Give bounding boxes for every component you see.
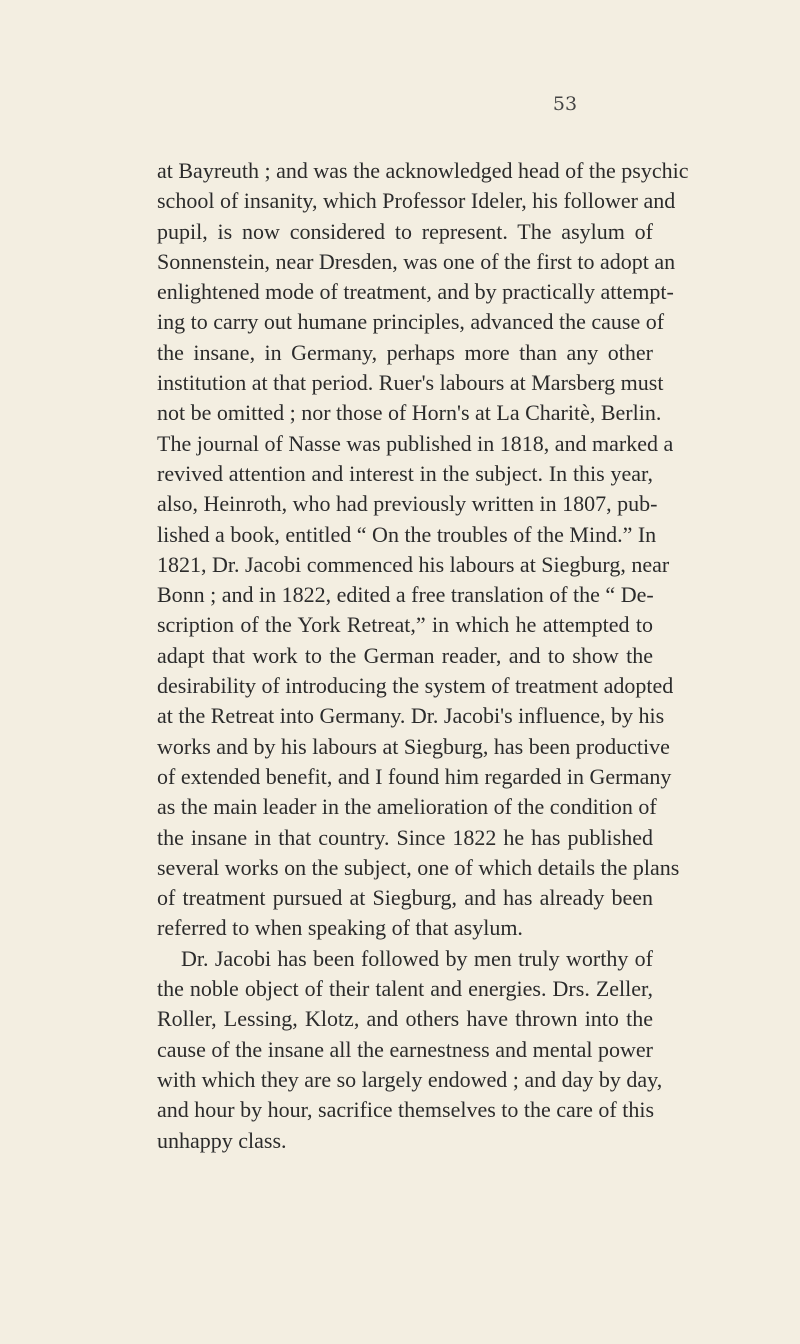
text-line: unhappy class. bbox=[157, 1127, 287, 1153]
text-line: not be omitted ; nor those of Horn's at La Charitè, Berlin. bbox=[157, 400, 662, 426]
text-line: works and by his labours at Siegburg, has been productive bbox=[157, 733, 670, 759]
text-line: scription of the York Retreat,” in which he attempted to bbox=[157, 612, 653, 638]
text-line: at Bayreuth ; and was the acknowledged head of the psychic bbox=[157, 158, 689, 183]
text-line: revived attention and interest in the subject. In this year, bbox=[157, 460, 653, 486]
text-line: referred to when speaking of that asylum. bbox=[157, 915, 523, 941]
text-line: adapt that work to the German reader, and to show the bbox=[157, 642, 653, 668]
text-line: 1821, Dr. Jacobi commenced his labours at Siegburg, near bbox=[157, 551, 670, 577]
text-line: with which they are so largely endowed ; and day by day, bbox=[157, 1066, 663, 1092]
text-line: desirability of introducing the system of treatment adopted bbox=[157, 673, 674, 699]
text-line: the noble object of their talent and energies. Drs. Zeller, bbox=[157, 976, 653, 1002]
text-line: pupil, is now considered to represent. The asylum of bbox=[157, 218, 653, 244]
text-line: ing to carry out humane principles, advanced the cause of bbox=[157, 309, 665, 335]
text-line: the insane in that country. Since 1822 he has published bbox=[157, 824, 653, 850]
paragraph-1 bbox=[157, 156, 689, 944]
text-line: of extended benefit, and I found him regarded in Germany bbox=[157, 763, 672, 789]
text-line: cause of the insane all the earnestness and mental power bbox=[157, 1036, 653, 1062]
text-line: Roller, Lessing, Klotz, and others have thrown into the bbox=[157, 1006, 653, 1032]
text-line: lished a book, entitled “ On the troubles of the Mind.” In bbox=[157, 521, 657, 547]
paragraph-2 bbox=[157, 944, 663, 1156]
text-line: Dr. Jacobi has been followed by men truly worthy of bbox=[181, 945, 653, 971]
text-line: as the main leader in the amelioration of the condition of bbox=[157, 794, 657, 820]
text-line: Bonn ; and in 1822, edited a free translation of the “ De- bbox=[157, 582, 654, 608]
text-line: The journal of Nasse was published in 1818, and marked a bbox=[157, 430, 674, 456]
text-line: institution at that period. Ruer's labours at Marsberg must bbox=[157, 370, 664, 396]
text-line: and hour by hour, sacrifice themselves to the care of this bbox=[157, 1097, 655, 1123]
body-text bbox=[157, 156, 689, 1156]
text-line: at the Retreat into Germany. Dr. Jacobi's influence, by his bbox=[157, 703, 665, 729]
text-line: also, Heinroth, who had previously written in 1807, pub- bbox=[157, 491, 658, 517]
text-line: enlightened mode of treatment, and by practically attempt- bbox=[157, 279, 674, 305]
page-number: 53 bbox=[552, 93, 578, 115]
text-line: Sonnenstein, near Dresden, was one of the first to adopt an bbox=[157, 248, 676, 274]
text-line: several works on the subject, one of which details the plans bbox=[157, 854, 680, 880]
text-line: of treatment pursued at Siegburg, and has already been bbox=[157, 885, 653, 911]
text-line: the insane, in Germany, perhaps more than any other bbox=[157, 339, 653, 365]
text-line: school of insanity, which Professor Ideler, his follower and bbox=[157, 188, 676, 214]
